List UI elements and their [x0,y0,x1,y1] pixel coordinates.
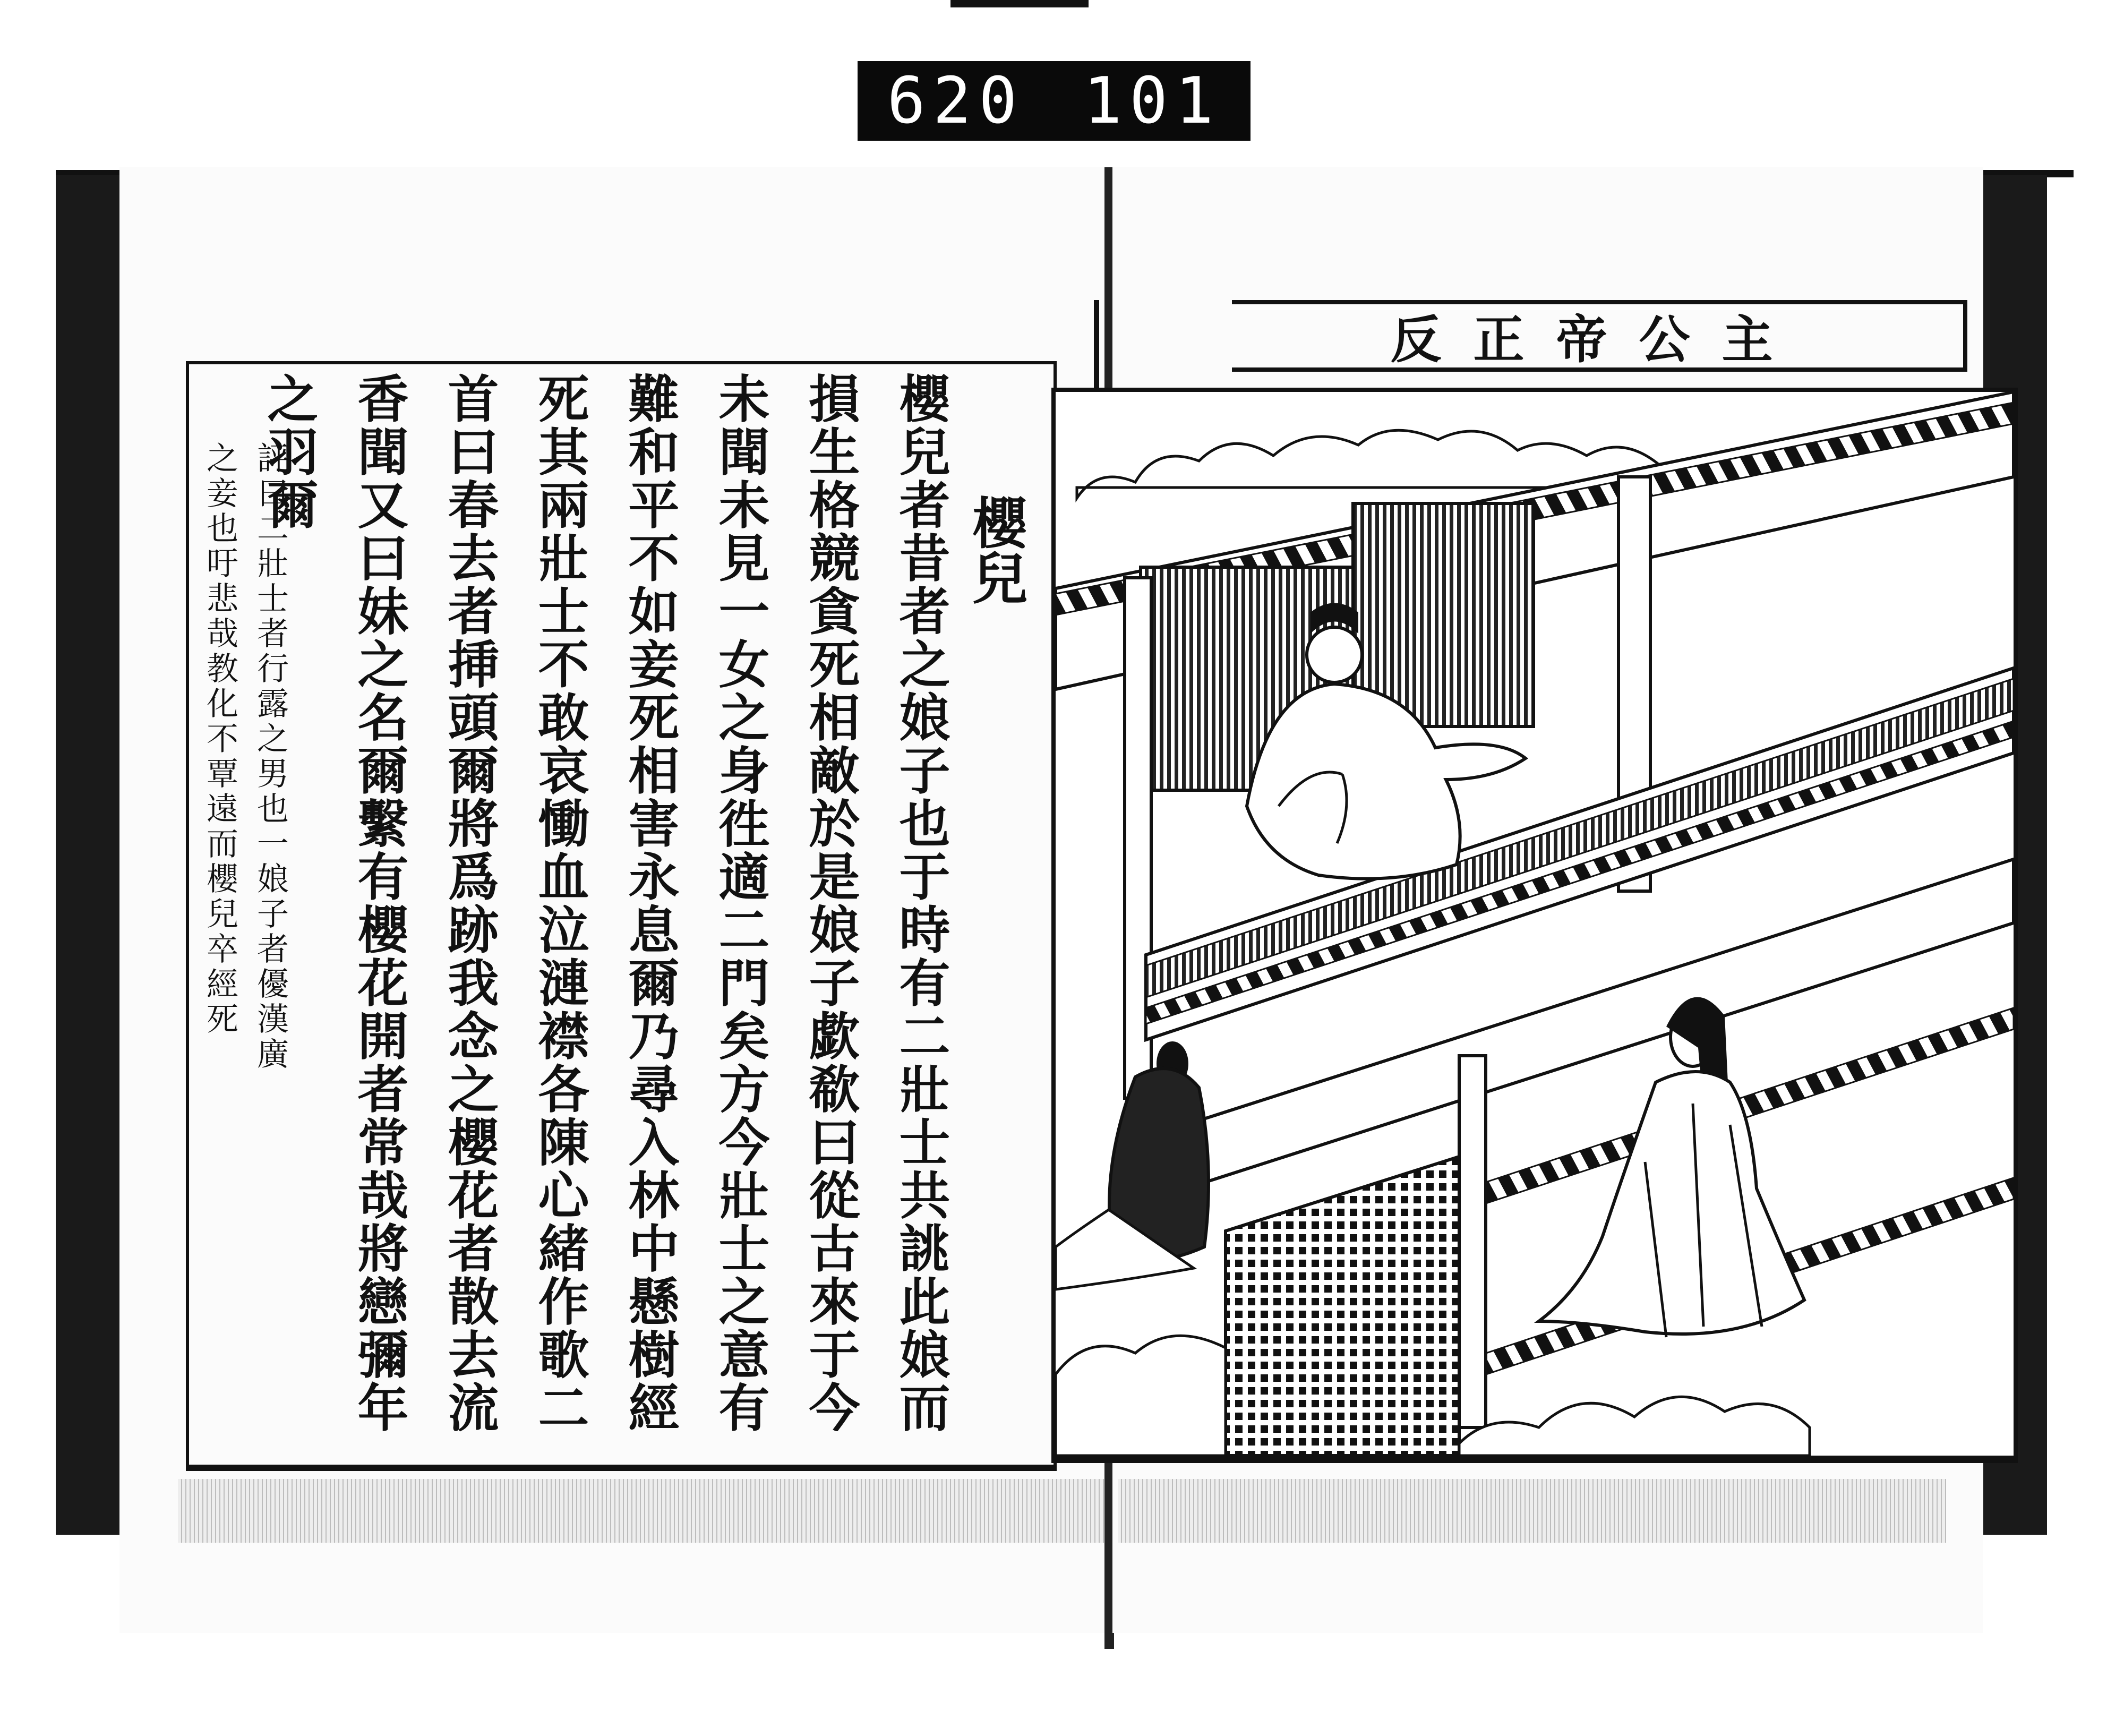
title-bracket [1094,300,1099,396]
text-column-1: 櫻兒者昔者之娘子也于時有二壯士共誂此娘而 [891,372,951,1434]
left-page [119,167,1112,1633]
page-edges-left [178,1479,1112,1543]
text-column-6: 首曰春去者挿頭爾將爲跡我念之櫻花者散去流 [440,372,500,1434]
text-frame [186,361,1057,1471]
catalog-label [858,61,1251,141]
left-book-edge [56,175,119,1535]
catalog-number-a: 620 [887,64,1025,138]
text-column-7: 香聞又曰妹之名爾繫有櫻花開者常哉將戀彌年 [349,372,409,1434]
page-edges-right [1118,1479,1946,1543]
illustration-title: 反正帝公主 [1390,310,1805,370]
text-column-2: 損生格競貪死相敵於是娘子歔欷曰從古來于今 [801,372,861,1434]
illustration-title-box [1232,300,1967,372]
text-column-5: 死其兩壯士不敢哀慟血泣漣襟各陳心緒作歌二 [530,372,590,1434]
catalog-number-b: 101 [1083,64,1221,138]
text-column-4: 難和平不如妾死相害永息爾乃尋入林中懸樹經 [620,372,680,1434]
section-heading: 櫻兒 [963,494,1028,605]
palace-scene-illustration [1056,392,2014,1456]
scan-top-bar [950,0,1089,7]
commentary-column-2: 之妾也吁悲哉教化不覃遠而櫻兒卒經死 [201,441,238,1037]
text-column-3: 未聞未見一女之身徃適二門矣方今壯士之意有 [710,372,770,1434]
text-column-8: 之羽爾 [259,372,319,532]
open-book [56,159,2074,1710]
commentary-column-1: 評曰二壯士者行露之男也一娘子者優漢廣 [252,441,289,1072]
illustration-frame [1051,388,2018,1463]
